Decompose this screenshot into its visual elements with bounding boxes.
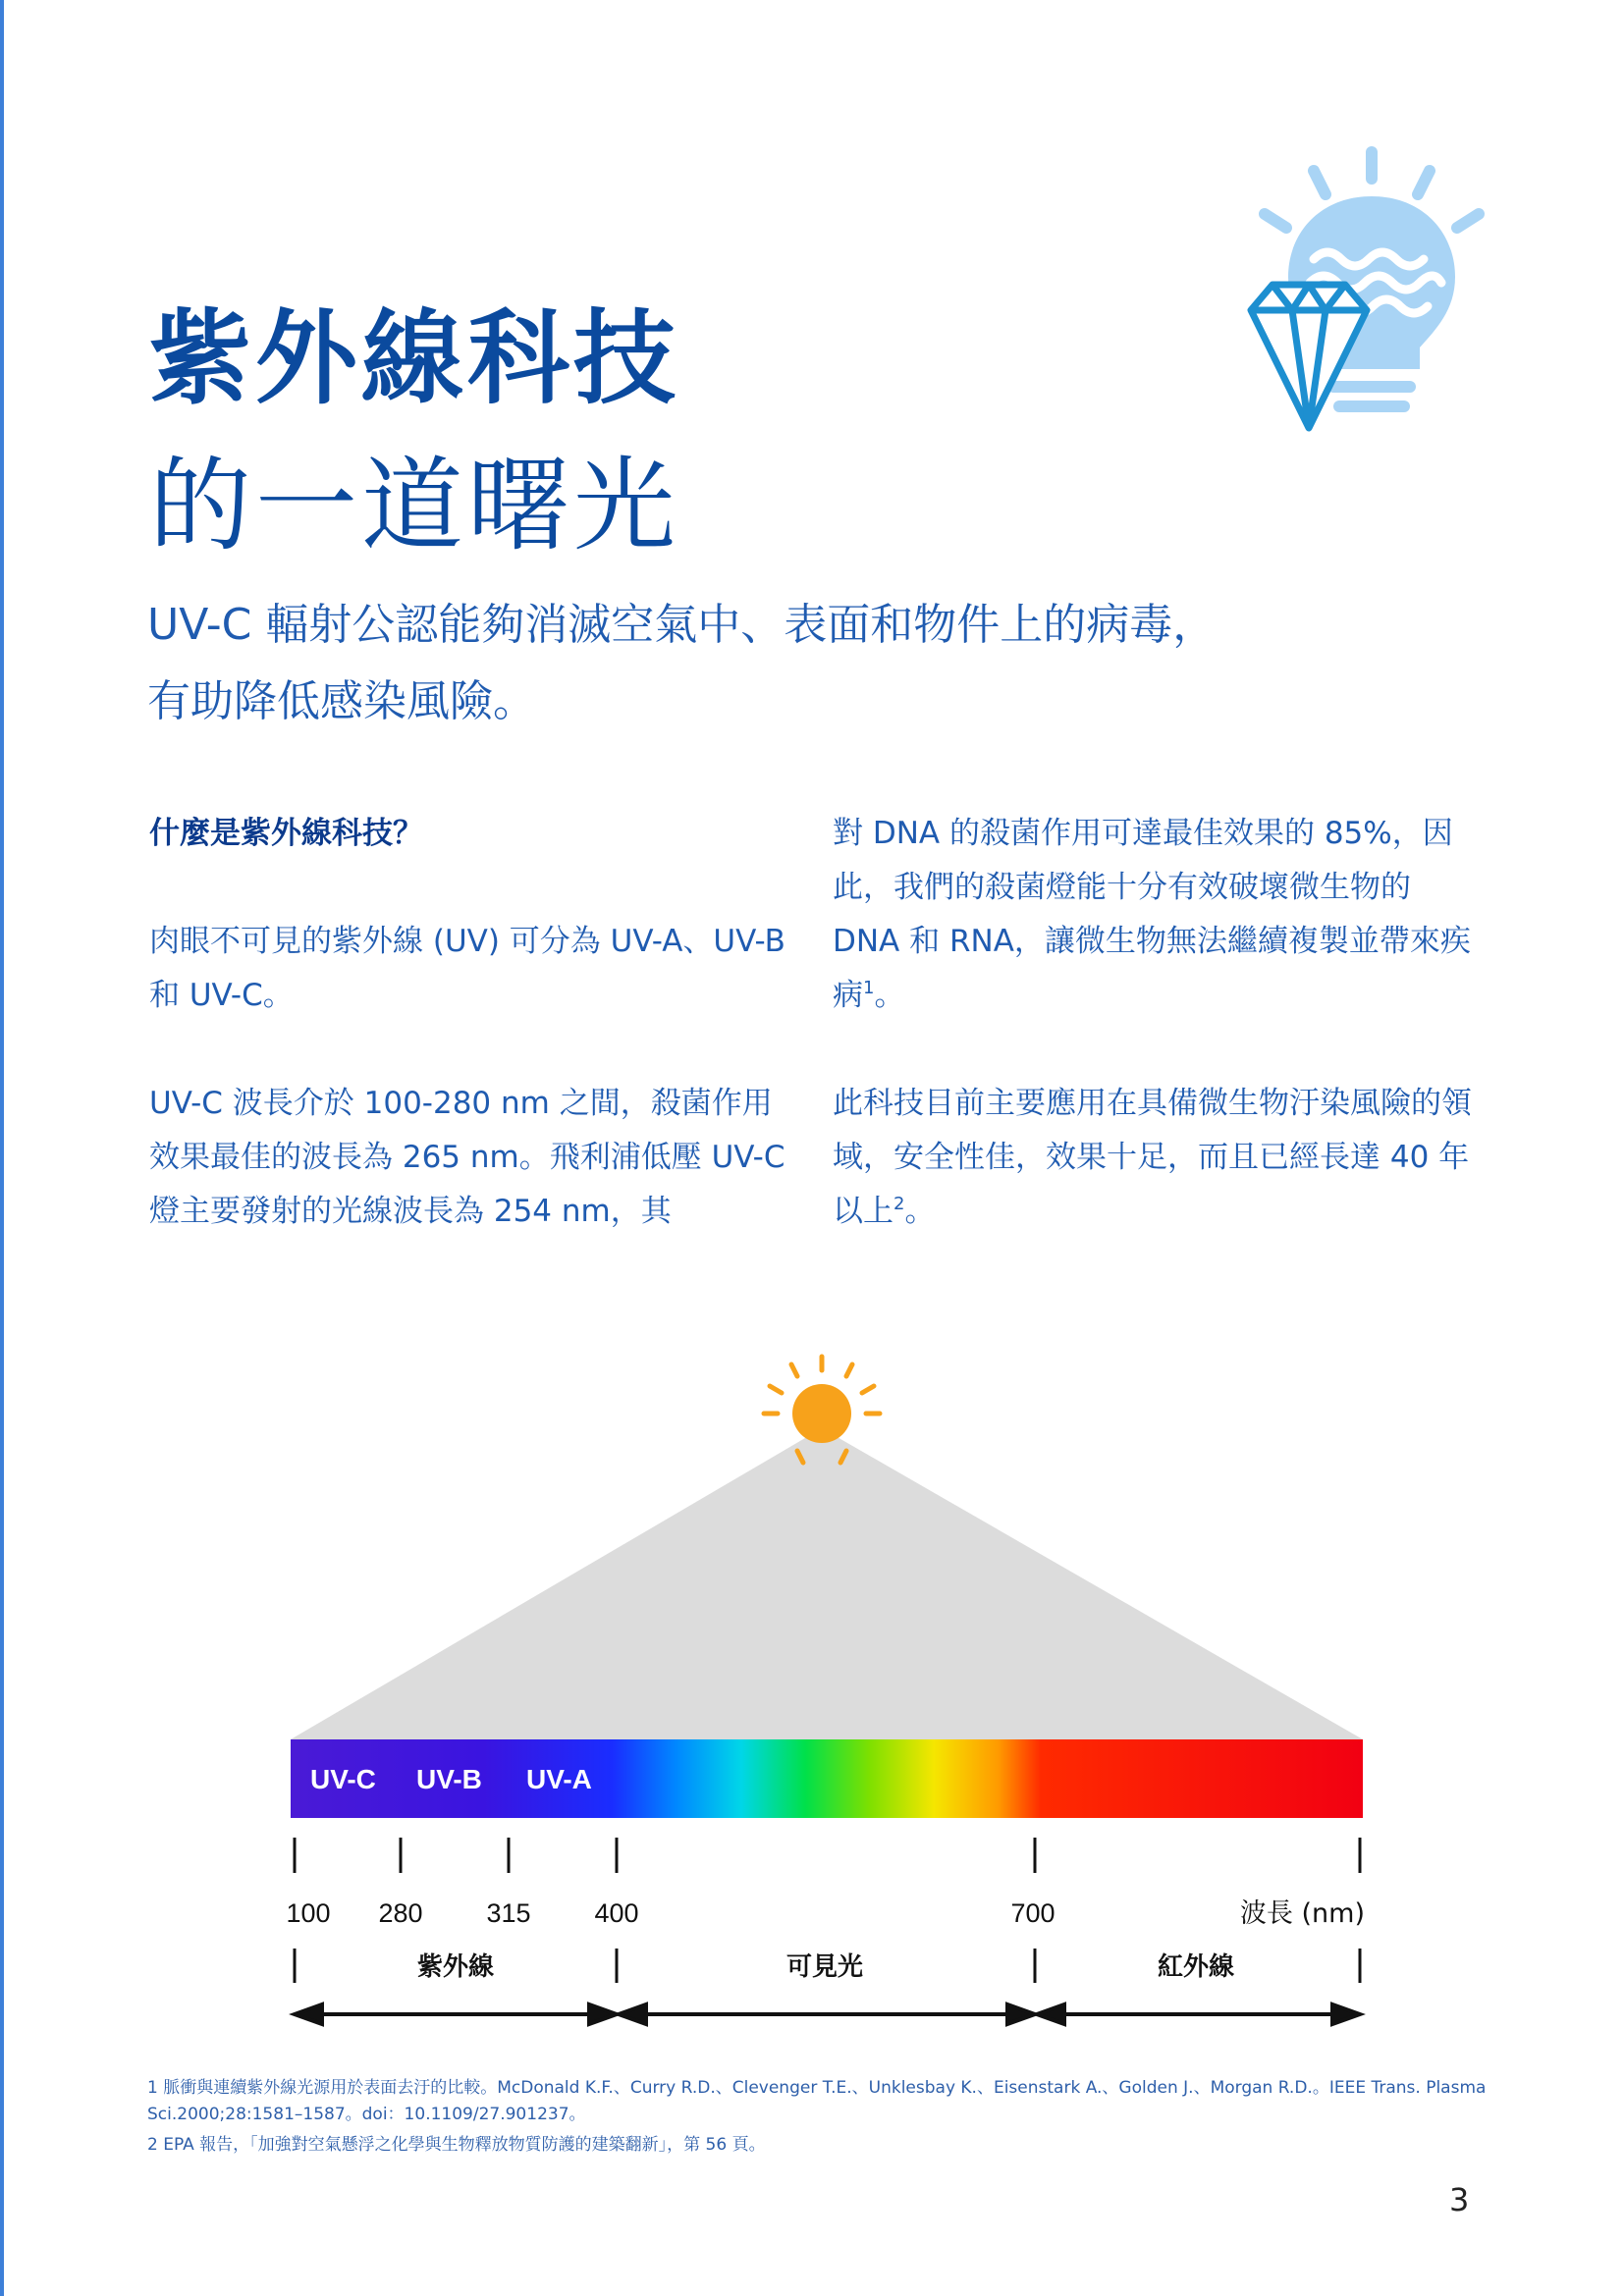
band-label-uva: UV-A	[526, 1764, 592, 1794]
tick-label-400: 400	[594, 1898, 639, 1928]
lead-line-2: 有助降低感染風險。	[147, 676, 536, 726]
region-label-infrared: 紅外線	[1157, 1952, 1235, 1982]
right-column	[833, 807, 1481, 1293]
right-paragraph-1-end: 。	[874, 978, 905, 1013]
light-cone	[291, 1428, 1363, 1739]
title-line-1: 紫外線科技	[149, 298, 680, 418]
footnote-ref-2: 2	[893, 1194, 905, 1214]
axis-label-wavelength: 波長 (nm)	[1239, 1898, 1365, 1929]
title-line-2: 的一道曙光	[149, 446, 680, 565]
region-arrows	[0, 1993, 1624, 2032]
light-spectrum-diagram	[0, 1306, 1624, 1983]
section-question-heading: 什麼是紫外線科技？	[149, 816, 423, 851]
band-label-uvb: UV-B	[416, 1764, 482, 1794]
region-label-visible: 可見光	[785, 1952, 864, 1982]
footnote-1: 1 脈衝與連續紫外線光源用於表面去汙的比較。McDonald K.F.、Curry R.D.、Clevenger T.E.、Unklesbay K.、Eisenstark A.、Golden J.、Morgan R.D.。IEEE Trans. Plasma Sci.2000;28:1581–1587。doi：10.1109/27.901237。	[147, 2078, 1487, 2124]
right-paragraph-2-text: 此科技目前主要應用在具備微生物汙染風險的領域，安全性佳，效果十足，而且已經長達 40 年以上	[833, 1086, 1472, 1229]
page-number: 3	[1449, 2181, 1470, 2218]
tick-label-315: 315	[486, 1898, 531, 1928]
page-title	[149, 285, 679, 579]
left-column	[149, 807, 797, 1293]
right-paragraph-1-text: 對 DNA 的殺菌作用可達最佳效果的 85%，因此，我們的殺菌燈能十分有效破壞微生物的 DNA 和 RNA，讓微生物無法繼續複製並帶來疾病	[833, 816, 1471, 1013]
band-label-uvc: UV-C	[310, 1764, 376, 1794]
tick-label-100: 100	[286, 1898, 331, 1928]
right-paragraph-1	[833, 807, 1481, 1023]
lead-paragraph	[147, 587, 1424, 740]
footnote-2: 2 EPA 報告，「加強對空氣懸浮之化學與生物釋放物質防護的建築翻新」，第 56 頁。	[147, 2135, 766, 2155]
tick-label-700: 700	[1010, 1898, 1056, 1928]
right-paragraph-2-end: 。	[904, 1194, 936, 1229]
lightbulb-diamond-icon	[1218, 137, 1512, 442]
left-paragraph-2: UV-C 波長介於 100-280 nm 之間，殺菌作用效果最佳的波長為 265 nm。飛利浦低壓 UV-C 燈主要發射的光線波長為 254 nm，其	[149, 1086, 785, 1229]
right-paragraph-2	[833, 1077, 1481, 1239]
region-label-ultraviolet: 紫外線	[416, 1952, 495, 1982]
footnote-ref-1: 1	[863, 978, 875, 998]
left-paragraph-1: 肉眼不可見的紫外線 (UV) 可分為 UV-A、UV-B 和 UV-C。	[149, 924, 785, 1013]
lead-line-1: UV-C 輻射公認能夠消滅空氣中、表面和物件上的病毒，	[147, 600, 1217, 650]
tick-label-280: 280	[378, 1898, 423, 1928]
footnotes	[147, 2075, 1492, 2163]
